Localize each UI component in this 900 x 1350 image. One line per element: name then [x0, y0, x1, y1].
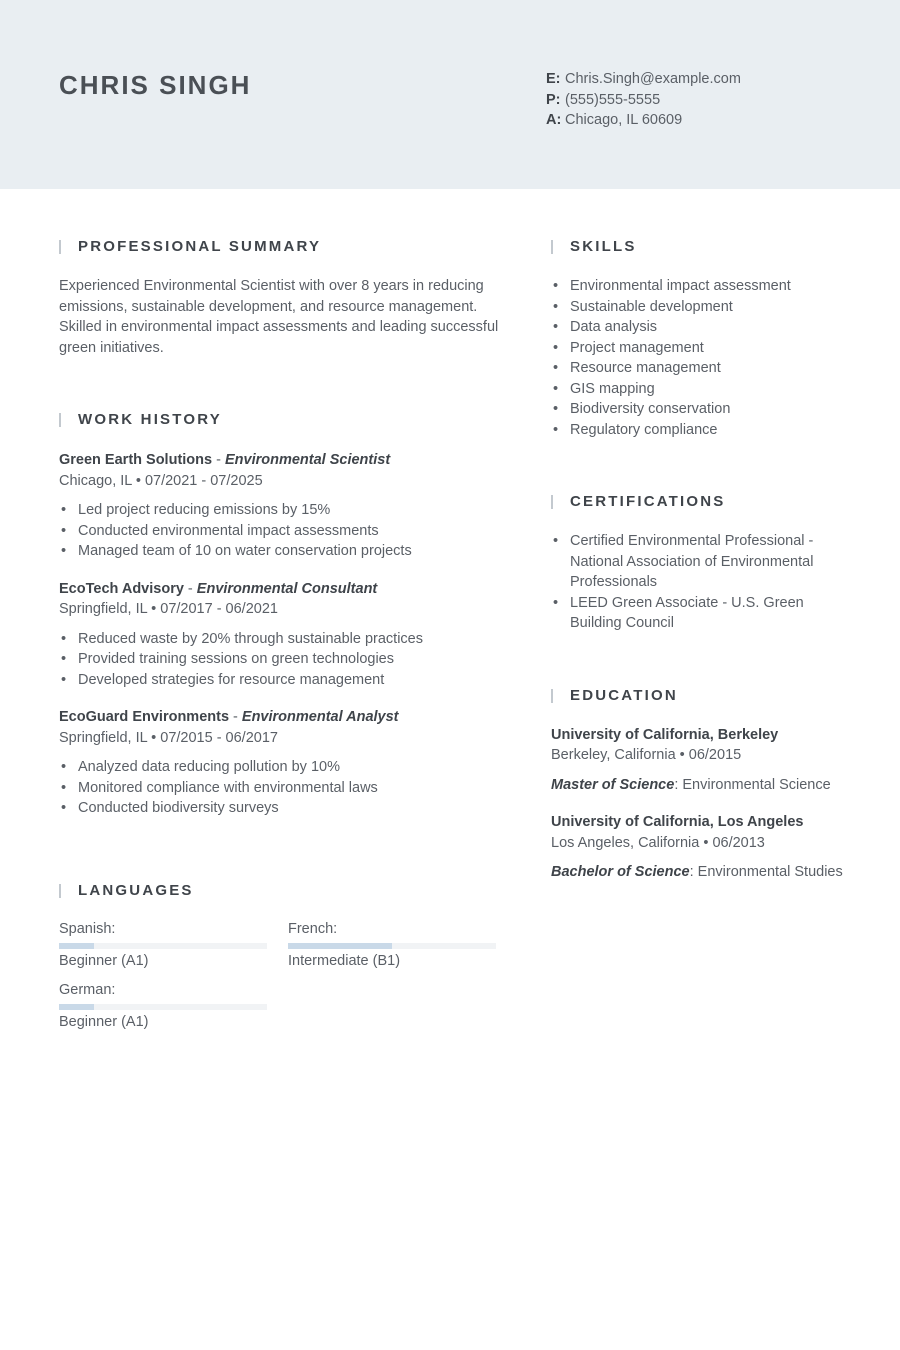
job-bullets — [59, 629, 499, 691]
list-item: • Sustainable development — [551, 297, 851, 318]
contact-email-value: Chris.Singh@example.com — [565, 71, 741, 87]
job-heading — [59, 707, 499, 728]
list-item: • Reduced waste by 20% through sustainable practices — [59, 629, 499, 650]
job-location-dates: Chicago, IL • 07/2021 - 07/2025 — [59, 472, 263, 489]
contact-phone-value: (555)555-5555 — [565, 91, 661, 108]
job-entry — [59, 579, 499, 691]
contact-address-label: A: — [546, 112, 562, 128]
candidate-name: CHRIS SINGH — [59, 70, 252, 100]
contact-phone — [546, 90, 741, 111]
contact-email — [546, 69, 741, 90]
language-item — [288, 919, 496, 971]
education-entry — [551, 812, 851, 883]
list-item: • Conducted biodiversity surveys — [59, 798, 499, 819]
language-name: German: — [59, 981, 116, 998]
language-proficiency-bar — [59, 943, 267, 949]
education-location-date: Los Angeles, California • 06/2013 — [551, 834, 765, 851]
education-entry — [551, 725, 851, 796]
list-item: • Developed strategies for resource management — [59, 670, 499, 691]
list-item: • Resource management — [551, 358, 851, 379]
summary-title: PROFESSIONAL SUMMARY — [59, 237, 499, 257]
list-item: • Conducted environmental impact assessments — [59, 521, 499, 542]
list-item: • Analyzed data reducing pollution by 10% — [59, 757, 499, 778]
languages-title: LANGUAGES — [59, 881, 499, 901]
job-heading — [59, 579, 499, 600]
list-item: • Data analysis — [551, 317, 851, 338]
contact-address — [546, 110, 741, 131]
job-company: EcoGuard Environments — [59, 709, 230, 725]
education-title: EDUCATION — [551, 686, 851, 706]
list-item: • Managed team of 10 on water conservation projects — [59, 541, 499, 562]
resume-header — [0, 0, 900, 189]
certifications-list — [551, 531, 821, 634]
job-company: Green Earth Solutions — [59, 452, 213, 468]
education-school: University of California, Berkeley — [551, 726, 779, 743]
summary-text: Experienced Environmental Scientist with over 8 years in reducing emissions, sustainable development, and resource management. Skilled in environmental impact assessments and leading successful green initiatives. — [59, 278, 499, 356]
certifications-title: CERTIFICATIONS — [551, 492, 851, 512]
language-level: Intermediate (B1) — [288, 952, 401, 969]
language-item — [59, 919, 267, 971]
job-role: Environmental Scientist — [224, 452, 391, 468]
list-item: • Biodiversity conservation — [551, 399, 851, 420]
job-entry — [59, 450, 499, 562]
right-column — [551, 237, 851, 883]
left-column — [59, 237, 499, 1039]
contact-block — [546, 69, 741, 131]
contact-phone-label: P: — [546, 91, 561, 108]
language-level: Beginner (A1) — [59, 952, 149, 969]
language-name: French: — [288, 920, 338, 937]
job-role: Environmental Analyst — [241, 709, 399, 725]
education-school: University of California, Los Angeles — [551, 814, 804, 830]
language-item — [59, 980, 267, 1032]
job-heading — [59, 450, 499, 471]
work-history-title: WORK HISTORY — [59, 410, 499, 430]
contact-address-value: Chicago, IL 60609 — [565, 112, 683, 128]
education-field: : Environmental Studies — [689, 864, 843, 880]
education-degree-line — [551, 775, 851, 796]
job-separator: - — [183, 580, 197, 597]
skills-list — [551, 276, 851, 440]
list-item: • Provided training sessions on green technologies — [59, 649, 499, 670]
job-entry — [59, 707, 499, 819]
education-degree-line — [551, 862, 851, 883]
language-proficiency-bar — [288, 943, 496, 949]
job-separator: - — [212, 452, 225, 468]
job-location-dates: Springfield, IL • 07/2017 - 06/2021 — [59, 601, 278, 617]
languages-list — [59, 919, 499, 1039]
language-proficiency-fill — [59, 943, 94, 949]
list-item: • Project management — [551, 338, 851, 359]
job-company: EcoTech Advisory — [59, 580, 184, 597]
job-location-dates: Springfield, IL • 07/2015 - 06/2017 — [59, 729, 278, 746]
list-item: • Led project reducing emissions by 15% — [59, 500, 499, 521]
language-proficiency-fill — [288, 943, 392, 949]
job-separator: - — [229, 709, 242, 725]
job-bullets — [59, 500, 499, 562]
education-degree: Master of Science — [551, 776, 675, 793]
list-item: • Monitored compliance with environmental laws — [59, 778, 499, 799]
language-proficiency-fill — [59, 1004, 94, 1010]
list-item: • LEED Green Associate - U.S. Green Building Council — [551, 593, 821, 634]
education-degree: Bachelor of Science — [551, 864, 690, 880]
language-name: Spanish: — [59, 920, 116, 937]
language-proficiency-bar — [59, 1004, 267, 1010]
contact-email-label: E: — [546, 71, 561, 87]
list-item: • Environmental impact assessment — [551, 276, 851, 297]
list-item: • Certified Environmental Professional - National Association of Environmental Professionals — [551, 531, 821, 593]
education-field: : Environmental Science — [674, 776, 831, 793]
list-item: • GIS mapping — [551, 379, 851, 400]
job-bullets — [59, 757, 499, 819]
job-role: Environmental Consultant — [196, 580, 378, 597]
language-level: Beginner (A1) — [59, 1013, 149, 1030]
list-item: • Regulatory compliance — [551, 420, 851, 441]
skills-title: SKILLS — [551, 237, 851, 257]
education-location-date: Berkeley, California • 06/2015 — [551, 747, 742, 763]
